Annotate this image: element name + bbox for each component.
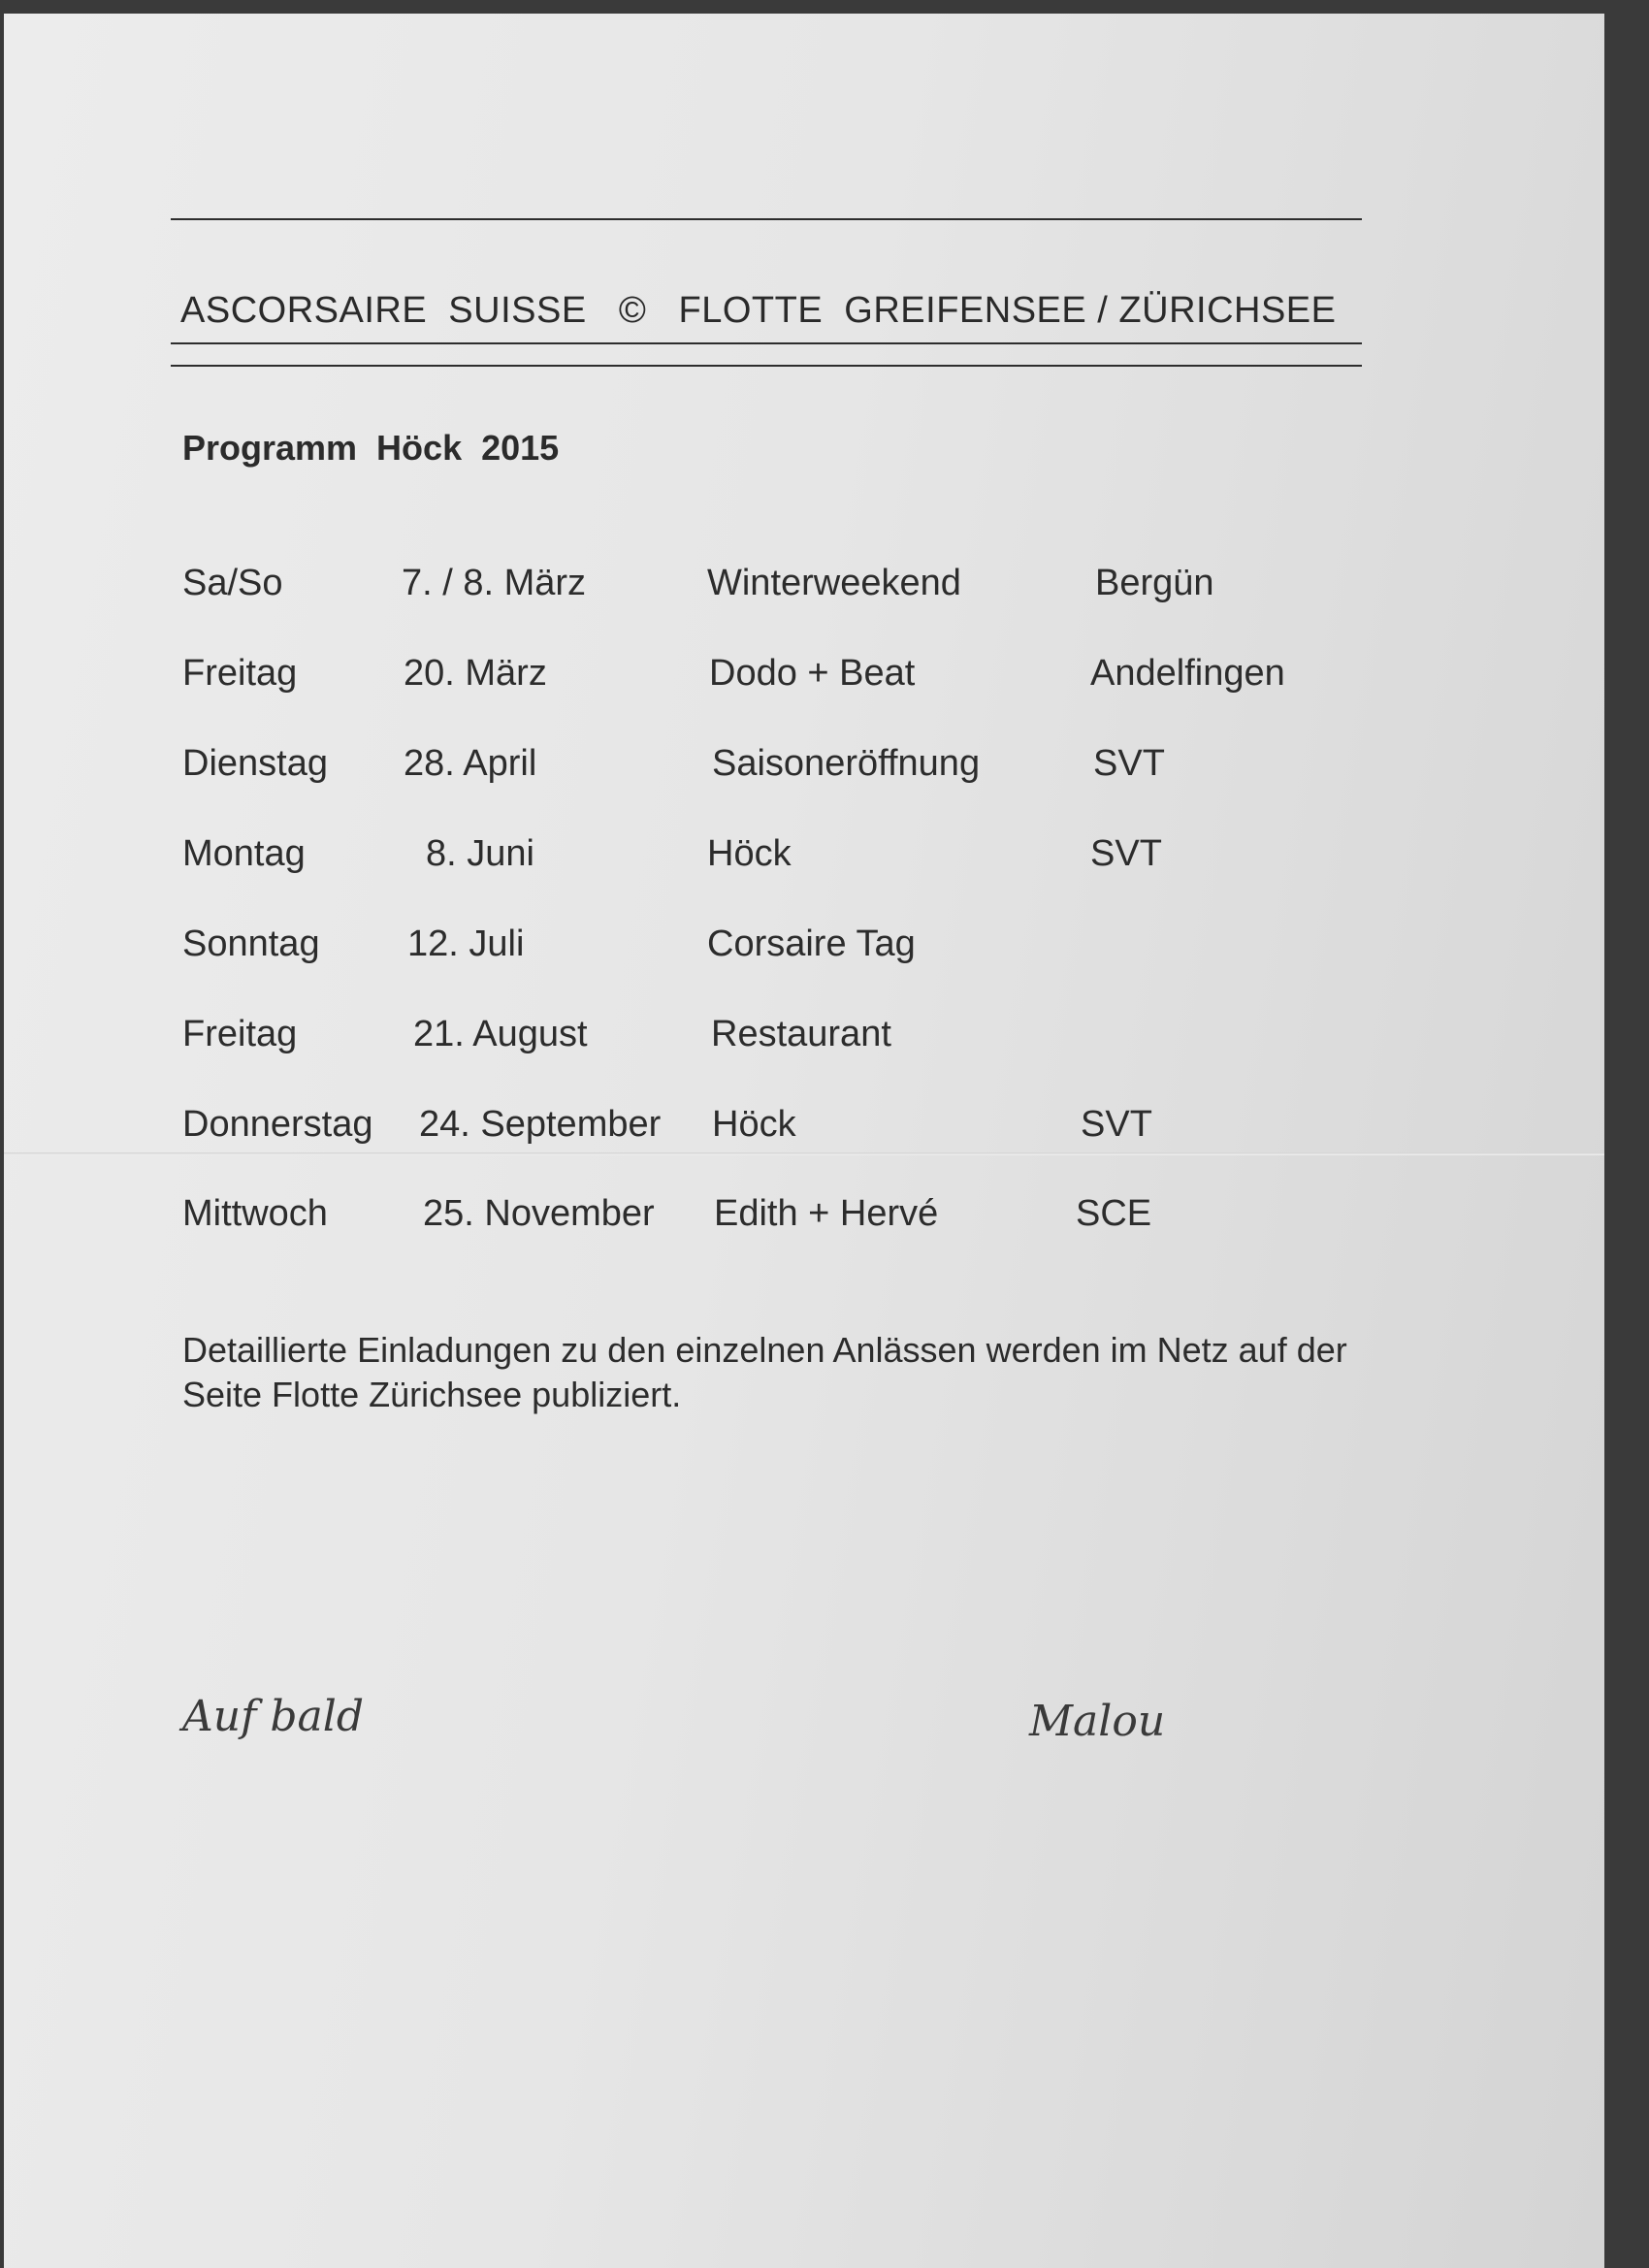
event-date: 25. November [423,1193,655,1234]
event-day: Sa/So [182,563,283,603]
event-name: Dodo + Beat [709,653,916,694]
event-name: Edith + Hervé [714,1193,939,1234]
organisation-header: ASCORSAIRE SUISSE © FLOTTE GREIFENSEE / ZÜRICHSEE [180,290,1337,331]
publication-note: Detaillierte Einladungen zu den einzelnen Anlässen werden im Netz auf der Seite Flotte Zürichsee publiziert. [182,1330,1347,1414]
event-place: SVT [1081,1104,1152,1145]
event-date: 21. August [413,1014,588,1054]
event-row [4,1104,1604,1152]
event-day: Freitag [182,1014,298,1054]
event-date: 12. Juli [407,923,525,964]
event-row [4,923,1604,972]
event-row [4,1193,1604,1242]
event-day: Donnerstag [182,1104,373,1145]
event-date: 28. April [404,743,537,784]
event-day: Sonntag [182,923,320,964]
event-day: Montag [182,833,306,874]
event-day: Mittwoch [182,1193,328,1234]
event-name: Corsaire Tag [707,923,916,964]
event-place: SVT [1093,743,1165,784]
event-name: Restaurant [711,1014,891,1054]
signoff-name: Malou [1029,1697,1166,1746]
event-name: Höck [707,833,792,874]
event-row [4,833,1604,882]
event-day: Freitag [182,653,298,694]
event-date: 7. / 8. März [402,563,587,603]
event-row [4,563,1604,611]
event-row [4,1014,1604,1062]
event-day: Dienstag [182,743,328,784]
event-name: Winterweekend [707,563,961,603]
event-place: Andelfingen [1090,653,1285,694]
event-place: SCE [1076,1193,1152,1234]
paper-sheet [4,14,1604,2268]
event-row [4,653,1604,701]
programme-title: Programm Höck 2015 [182,428,560,468]
event-row [4,743,1604,792]
event-date: 24. September [419,1104,662,1145]
event-place: Bergün [1095,563,1214,603]
event-date: 8. Juni [426,833,534,874]
event-place: SVT [1090,833,1162,874]
event-name: Saisoneröffnung [712,743,981,784]
event-date: 20. März [404,653,547,694]
event-schedule [4,14,1604,2268]
signoff-greeting: Auf bald [182,1692,365,1741]
event-name: Höck [712,1104,796,1145]
